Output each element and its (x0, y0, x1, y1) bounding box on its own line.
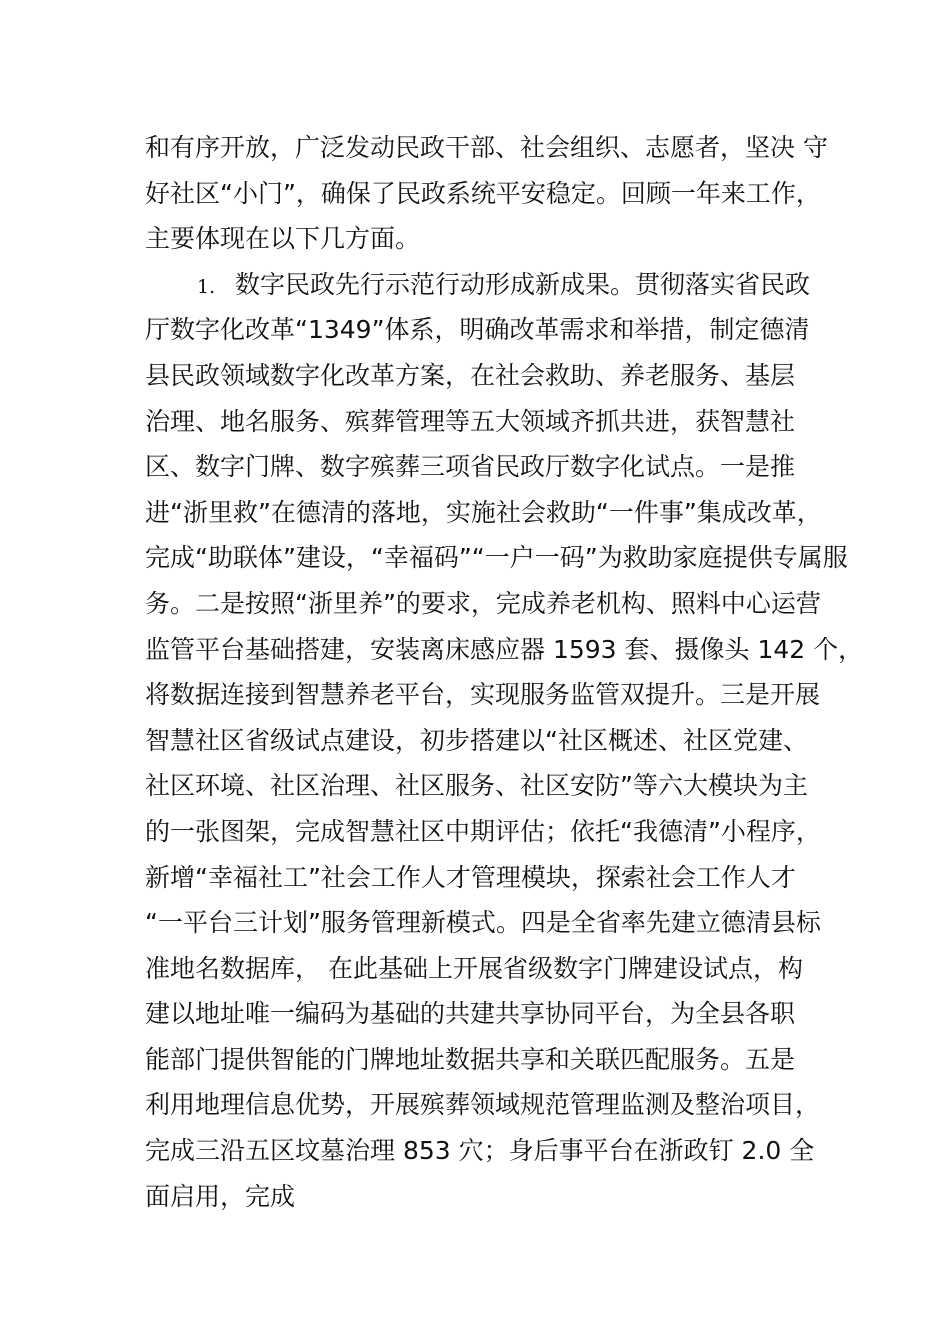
text-line: 面启用，完成 (145, 1181, 296, 1211)
text-line: 的一张图架，完成智慧社区中期评估；依托“我德清”小程序， (145, 816, 821, 846)
text-line: 智慧社区省级试点建设，初步搭建以“社区概述、社区党建、 (145, 725, 808, 755)
text-line: 将数据连接到智慧养老平台，实现服务监管双提升。三是开展 (145, 680, 821, 710)
text-line: 建以地址唯一编码为基础的共建共享协同平台，为全县各职 (145, 999, 796, 1029)
text-line: 务。二是按照“浙里养”的要求，完成养老机构、照料中心运营 (145, 588, 821, 618)
text-line: 完成“助联体”建设，“幸福码”“一户一码”为救助家庭提供专属服 (145, 543, 848, 573)
text-line: 新增“幸福社工”社会工作人才管理模块，探索社会工作人才 (145, 862, 796, 892)
text-line: 社区环境、社区治理、社区服务、社区安防”等六大模块为主 (145, 771, 808, 801)
text-line: 县民政领域数字化改革方案，在社会救助、养老服务、基层 (145, 360, 796, 390)
text-line: 主要体现在以下几方面。 (145, 224, 421, 254)
text-line: 能部门提供智能的门牌地址数据共享和关联匹配服务。五是 (145, 1044, 796, 1074)
text-line: 好社区“小门”，确保了民政系统平安稳定。回顾一年来工作， (145, 178, 821, 208)
list-item-heading-line (145, 262, 835, 308)
text-line: 进“浙里救”在德清的落地，实施社会救助“一件事”集成改革， (145, 497, 822, 527)
text-line: 区、数字门牌、数字殡葬三项省民政厅数字化试点。一是推 (145, 452, 796, 482)
text-line: “一平台三计划”服务管理新模式。四是全省率先建立德清县标 (145, 908, 821, 938)
body-text (145, 125, 864, 1219)
text-line: 利用地理信息优势，开展殡葬领域规范管理监测及整治项目， (145, 1090, 821, 1120)
text-line: 准地名数据库， 在此基础上开展省级数字门牌建设试点，构 (145, 953, 803, 983)
text-line: 完成三沿五区坟墓治理 853 穴；身后事平台在浙政钉 2.0 全 (145, 1136, 815, 1166)
text-line: 治理、地名服务、殡葬管理等五大领域齐抓共进，获智慧社 (145, 406, 796, 436)
list-number: 1. (197, 275, 216, 298)
text-line: 和有序开放，广泛发动民政干部、社会组织、志愿者，坚决 守 (145, 133, 828, 162)
text-line: 数字民政先行示范行动形成新成果。贯彻落实省民政 (235, 269, 811, 299)
text-line: 监管平台基础搭建，安装离床感应器 1593 套、摄像头 142 个， (145, 634, 864, 664)
text-line: 厅数字化改革“1349”体系，明确改革需求和举措，制定德清 (145, 315, 810, 345)
